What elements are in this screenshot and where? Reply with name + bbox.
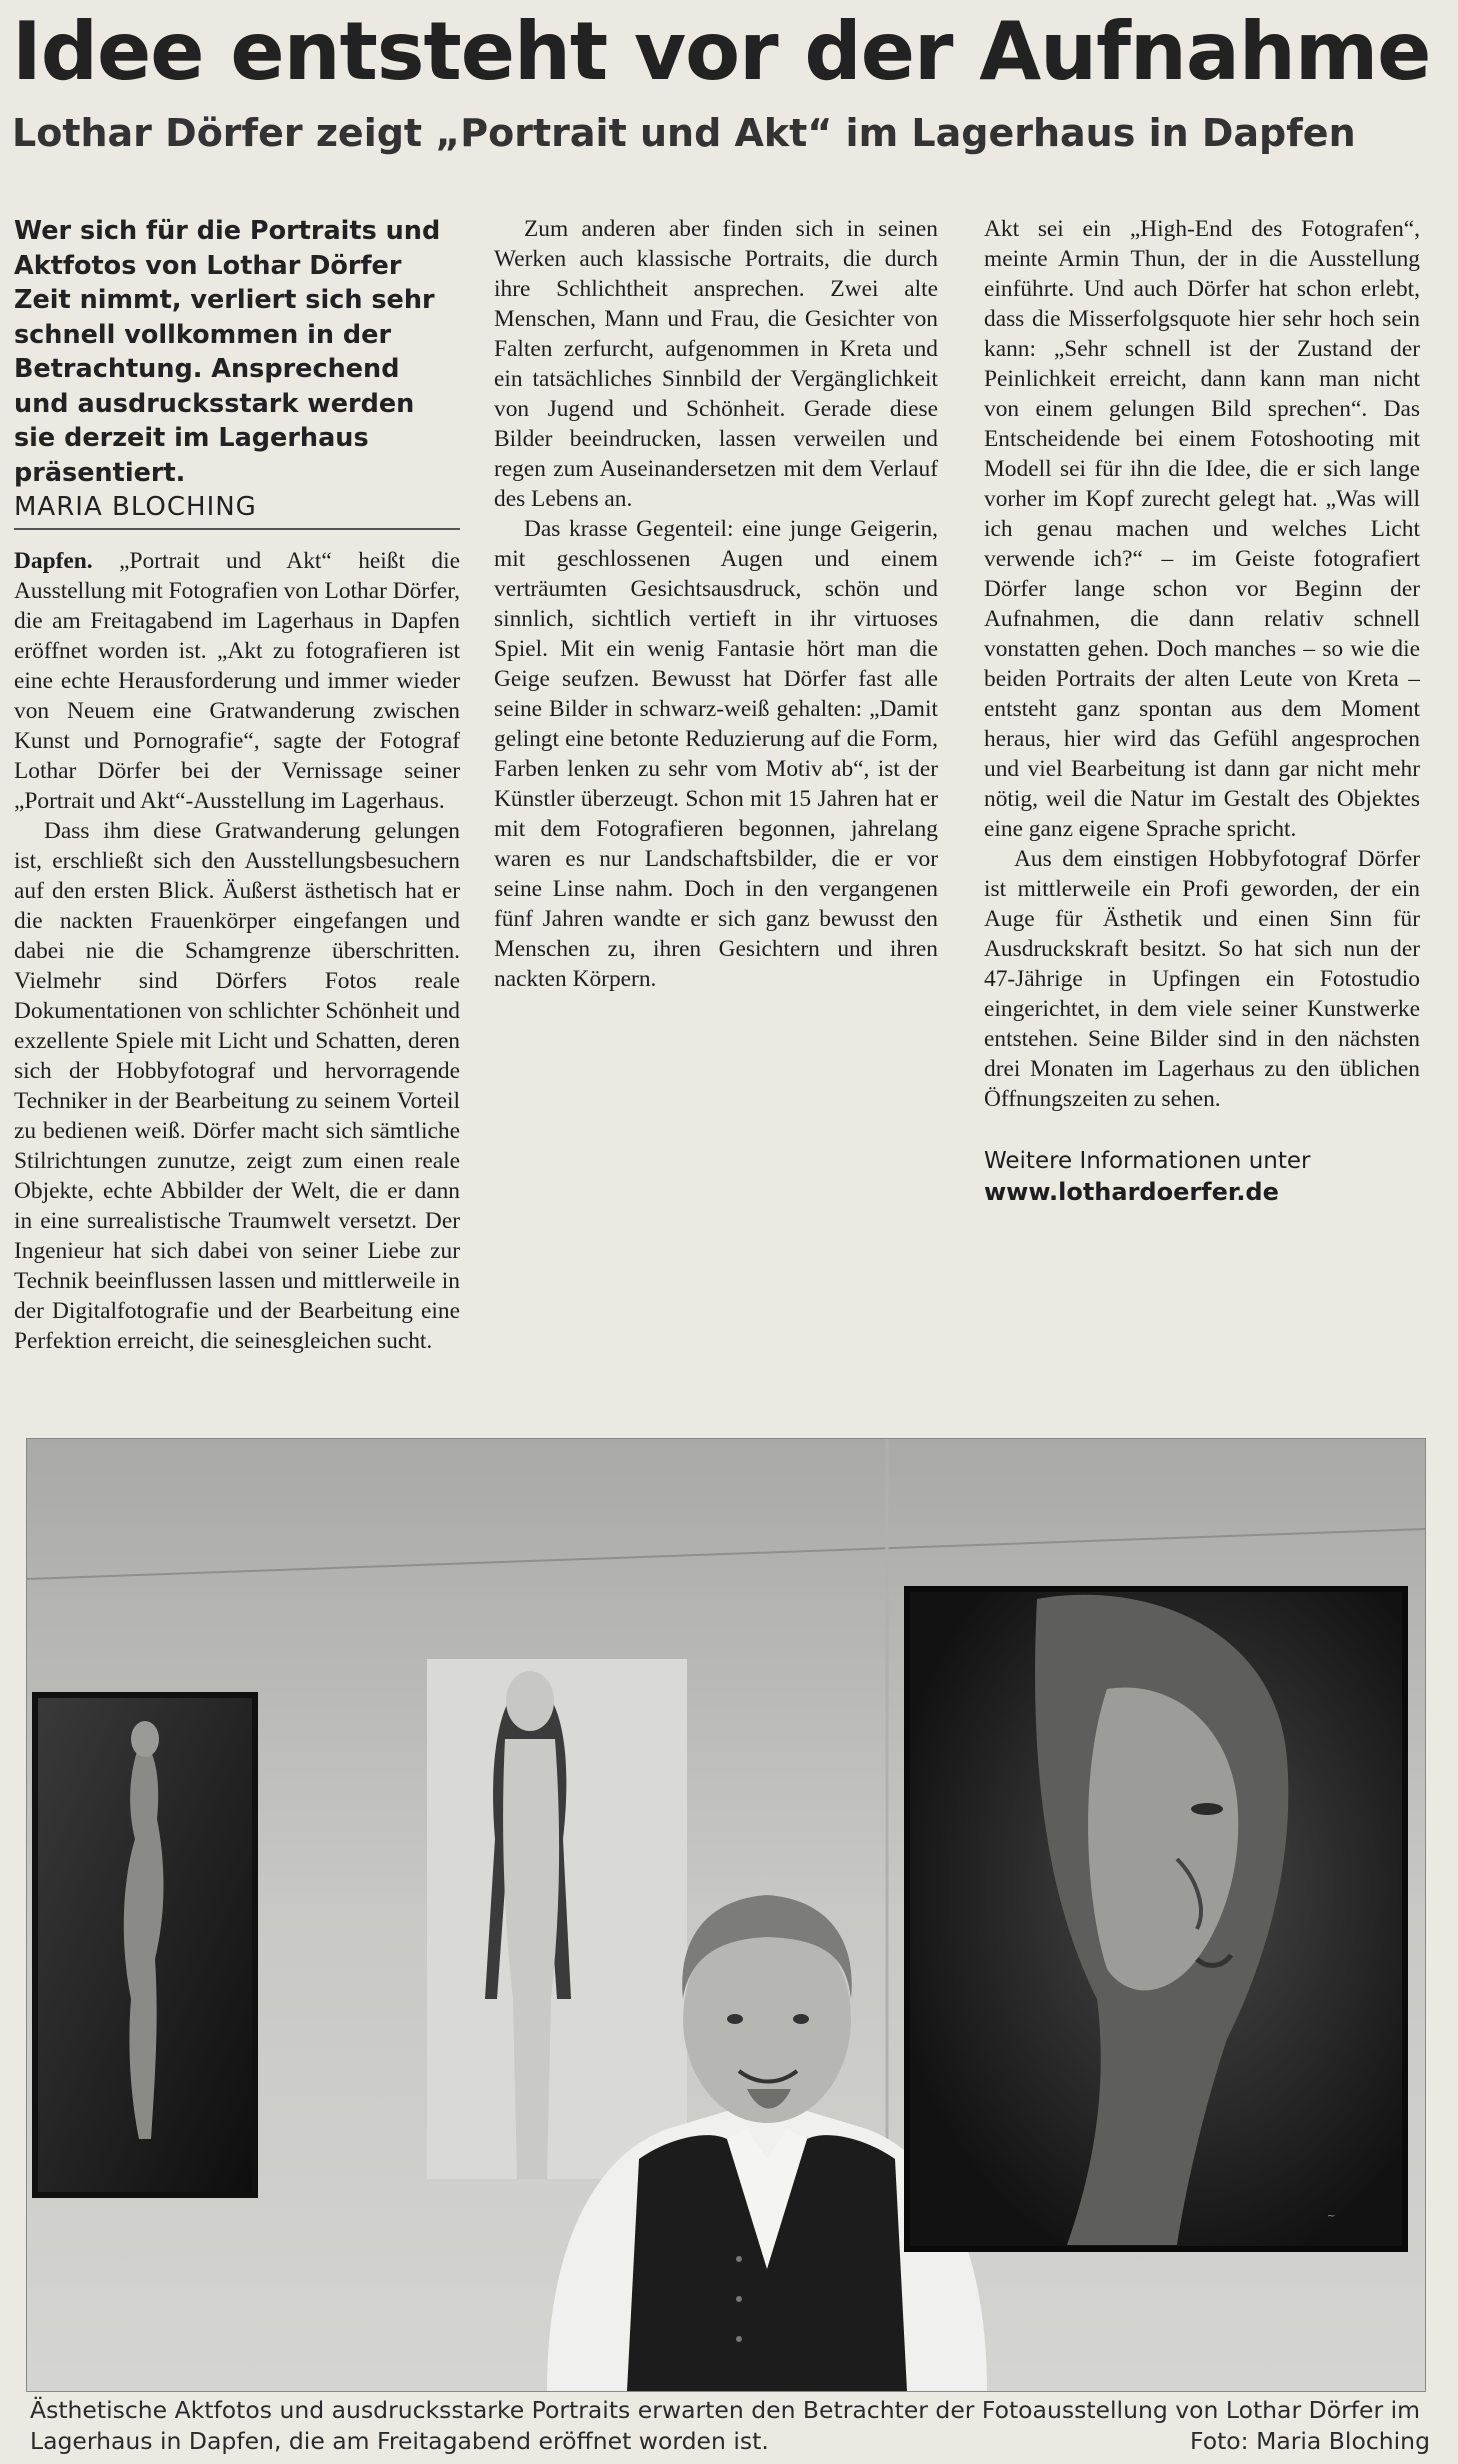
body-paragraph-1 [14, 546, 460, 816]
lead-paragraph: Wer sich für die Portraits und Aktfotos von Lothar Dörfer Zeit nimmt, verliert sich sehr schnell vollkommen in der Betrachtung. Ansprechend und ausdrucksstark werden sie derzeit im Lagerhaus präsentiert. [14, 216, 441, 488]
photo-caption: Ästhetische Aktfotos und ausdrucksstarke Portraits erwarten den Betrachter der Fotoausstellung von Lothar Dörfer im Lagerhaus in Dapfen, die am Freitagabend eröffnet worden ist. [30, 2396, 1421, 2455]
subheadline: Lothar Dörfer zeigt „Portrait und Akt“ im Lagerhaus in Dapfen [12, 111, 1356, 155]
body-paragraph-4: Das krasse Gegenteil: eine junge Geigerin, mit geschlossenen Augen und einem verträumten Gesichtsausdruck, schön und sinnlich, sichtlich vertieft in ihr virtuoses Spiel. Mit ein wenig Fantasie hört man die Geige seufzen. Bewusst hat Dörfer fast alle seine Bilder in schwarz-weiß gehalten: „Damit gelingt eine betonte Reduzierung auf die Form, Farben lenken zu sehr vom Motiv ab“, ist der Künstler überzeugt. Schon mit 15 Jahren hat er mit dem Fotografieren begonnen, jahrelang waren es nur Landschaftsbilder, die er vor seine Linse nahm. Doch in den vergangenen fünf Jahren wandte er sich ganz bewusst den Menschen zu, ihren Gesichtern und ihren nackten Körpern. [494, 516, 938, 992]
body-paragraph-3: Zum anderen aber finden sich in seinen Werken auch klassische Portraits, die durch ihre Schlichtheit ansprechen. Zwei alte Menschen, Mann und Frau, die Gesichter von Falten zerfurcht, aufgenommen in Kreta und ein tatsächliches Sinnbild der Vergänglichkeit von Jugend und Schönheit. Gerade diese Bilder beeindrucken, lassen verweilen und regen zum Auseinandersetzen mit dem Verlauf des Lebens an. [494, 216, 938, 512]
more-info-link[interactable]: www.lothardoerfer.de [984, 1178, 1279, 1206]
article-column-1 [14, 214, 460, 1356]
author-byline: MARIA BLOCHING [14, 490, 460, 530]
body-paragraph-5: Akt sei ein „High-End des Fotografen“, meinte Armin Thun, der in die Ausstellung einführte. Und auch Dörfer hat schon erlebt, dass die Misserfolgsquote hier sehr hoch sein kann: „Sehr schnell ist der Zustand der Peinlichkeit erreicht, dann kann man nicht von einem gelungen Bild sprechen“. Das Entscheidende bei einem Fotoshooting mit Modell sei für ihn die Idee, die er sich lange vorher im Kopf zurecht gelegt hat. „Was will ich genau machen und welches Licht verwende ich?“ – im Geiste fotografiert Dörfer lange schon vor Beginn der Aufnahmen, die dann relativ schnell vonstatten gehen. Doch manches – so wie die beiden Portraits der alten Leute von Kreta – entsteht ganz spontan aus dem Moment heraus, hier wird das Gefühl angesprochen und viel Bearbeitung ist dann gar nicht mehr nötig, weil die Natur im Gestalt des Objektes eine ganz eigene Sprache spricht. [984, 216, 1420, 842]
article-column-2 [494, 214, 938, 994]
more-info-label: Weitere Informationen unter [984, 1148, 1311, 1174]
left-nude-photo [35, 1695, 255, 2195]
dateline: Dapfen. [14, 548, 93, 574]
right-portrait-photo [907, 1589, 1405, 2249]
body-paragraph-6: Aus dem einstigen Hobbyfotograf Dörfer ist mittlerweile ein Profi geworden, der ein Auge für Ästhetik und einen Sinn für Ausdruckskraft besitzt. So hat sich nun der 47-Jährige in Upfingen ein Fotostudio eingerichtet, in dem viele seiner Kunstwerke entstehen. Seine Bilder sind in den nächsten drei Monaten im Lagerhaus zu den üblichen Öffnungszeiten zu sehen. [984, 846, 1420, 1112]
paragraph-1-text: „Portrait und Akt“ heißt die Ausstellung mit Fotografien von Lothar Dörfer, die am Freitagabend im Lagerhaus in Dapfen eröffnet worden ist. „Akt zu fotografieren ist eine echte Herausforderung und immer wieder von Neuem eine Gratwanderung zwischen Kunst und Pornografie“, sagte der Fotograf Lothar Dörfer bei der Vernissage seiner „Portrait und Akt“-Ausstellung im Lagerhaus. [14, 548, 460, 814]
photo-credit: Foto: Maria Bloching [1190, 2427, 1430, 2455]
headline: Idee entsteht vor der Aufnahme [12, 5, 1431, 98]
portrait-signature: ~ [1327, 2211, 1336, 2222]
body-paragraph-2: Dass ihm diese Gratwanderung gelungen ist, erschließt sich den Ausstellungsbesuchern auf den ersten Blick. Äußerst ästhetisch hat er die nackten Frauenkörper eingefangen und dabei nie die Schamgrenze überschritten. Vielmehr sind Dörfers Fotos reale Dokumentationen von schlichter Schönheit und exzellente Spiele mit Licht und Schatten, deren sich der Hobbyfotograf und hervorragende Techniker in der Bearbeitung zu seinem Vorteil zu bedienen weiß. Dörfer macht sich sämtliche Stilrichtungen zunutze, zeigt zum einen reale Objekte, echte Abbilder der Welt, die er dann in eine surrealistische Traumwelt versetzt. Der Ingenieur hat sich dabei von seiner Liebe zur Technik beeinflussen lassen und mittlerweile in der Digitalfotografie und der Bearbeitung eine Perfektion erreicht, die seinesgleichen sucht. [14, 818, 460, 1354]
article-column-3 [984, 214, 1420, 1208]
exhibition-photo [26, 1438, 1426, 2392]
center-nude-print [427, 1659, 687, 2179]
